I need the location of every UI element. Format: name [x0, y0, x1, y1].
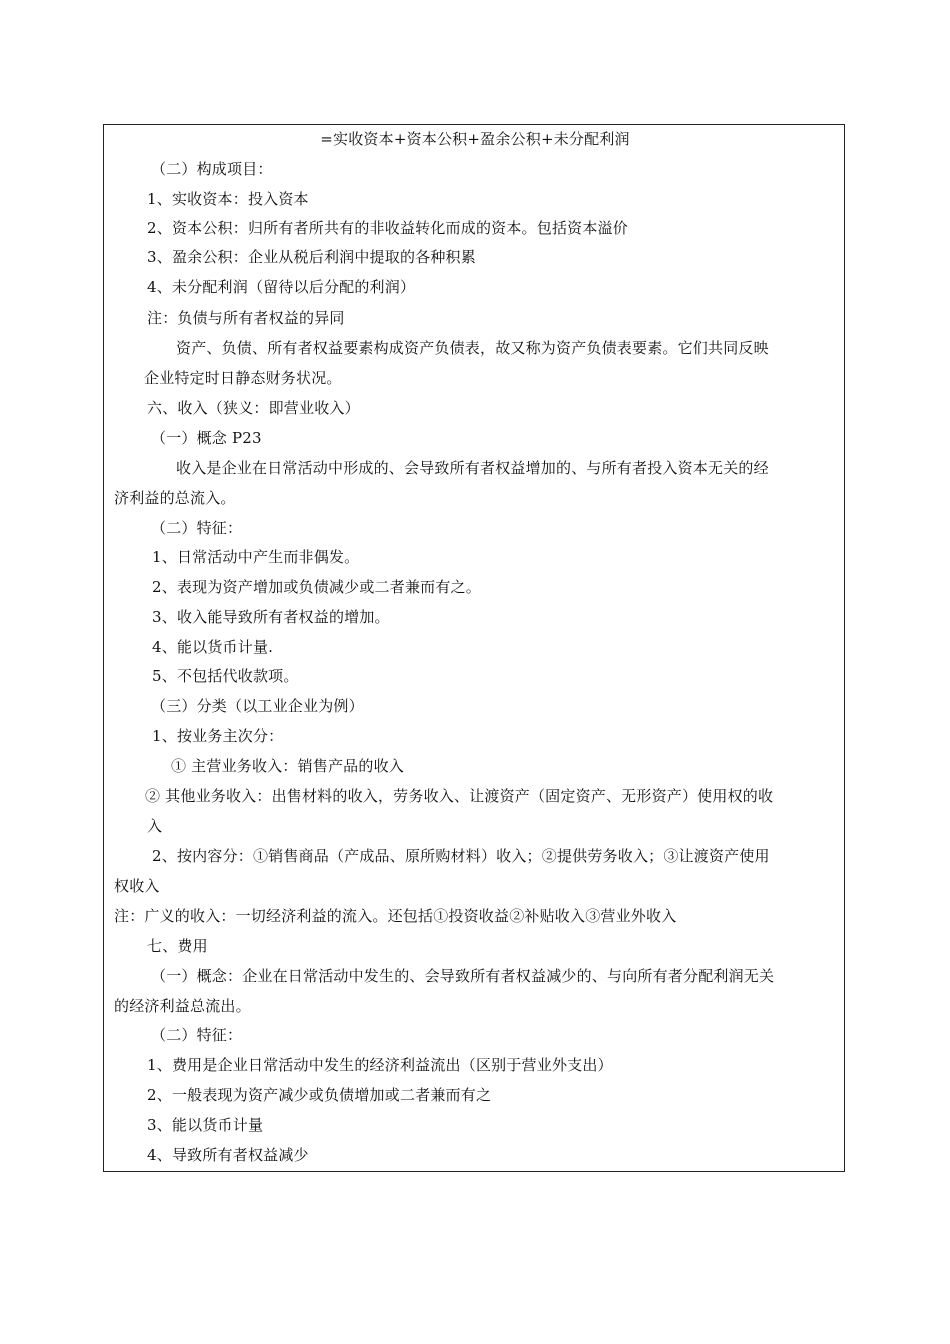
- text-line: 3、盈余公积：企业从税后利润中提取的各种积累: [147, 248, 476, 266]
- text-line: 3、能以货币计量: [147, 1116, 264, 1134]
- text-line: （一）概念 P23: [151, 429, 262, 447]
- text-line: 1、按业务主次分：: [152, 727, 284, 745]
- text-line: 注：负债与所有者权益的异同: [147, 309, 345, 327]
- text-line: 资产、负债、所有者权益要素构成资产负债表，故又称为资产负债表要素。它们共同反映: [176, 339, 769, 357]
- text-line: ① 主营业务收入：销售产品的收入: [171, 757, 404, 775]
- text-line: 5、不包括代收款项。: [152, 667, 299, 685]
- text-line: 4、未分配利润（留待以后分配的利润）: [147, 278, 416, 296]
- text-line: 注：广义的收入：一切经济利益的流入。还包括①投资收益②补贴收入③营业外收入: [114, 907, 677, 925]
- text-line: 的经济利益总流出。: [114, 997, 251, 1015]
- text-line: 4、导致所有者权益减少: [147, 1146, 309, 1164]
- text-line: 2、一般表现为资产减少或负债增加或二者兼而有之: [147, 1086, 492, 1104]
- text-line: 济利益的总流入。: [114, 489, 236, 507]
- text-line: 1、日常活动中产生而非偶发。: [152, 548, 360, 566]
- text-line: （一）概念：企业在日常活动中发生的、会导致所有者权益减少的、与向所有者分配利润无关: [151, 967, 775, 985]
- text-line: 七、费用: [147, 937, 208, 955]
- text-line: 入: [147, 817, 163, 835]
- text-line: （三）分类（以工业企业为例）: [151, 697, 364, 715]
- document-frame: [103, 124, 845, 1172]
- text-line: 2、表现为资产增加或负债减少或二者兼而有之。: [152, 578, 481, 596]
- text-line: 2、资本公积：归所有者所共有的非收益转化而成的资本。包括资本溢价: [147, 219, 628, 237]
- text-line: 2、按内容分：①销售商品（产成品、原所购材料）收入；②提供劳务收入；③让渡资产使用: [152, 847, 770, 865]
- text-line: ② 其他业务收入：出售材料的收入，劳务收入、让渡资产（固定资产、无形资产）使用权的收: [145, 787, 774, 805]
- text-line: （二）特征：: [151, 519, 243, 537]
- text-line: 3、收入能导致所有者权益的增加。: [152, 608, 390, 626]
- text-line: 六、收入（狭义：即营业收入）: [147, 399, 360, 417]
- text-line: 4、能以货币计量.: [152, 638, 274, 656]
- text-line: 1、实收资本：投入资本: [147, 190, 309, 208]
- text-line: （二）特征：: [151, 1026, 243, 1044]
- text-line: =实收资本+资本公积+盈余公积+未分配利润: [320, 130, 630, 148]
- text-line: 1、费用是企业日常活动中发生的经济利益流出（区别于营业外支出）: [147, 1056, 613, 1074]
- text-line: （二）构成项目：: [151, 160, 273, 178]
- text-line: 收入是企业在日常活动中形成的、会导致所有者权益增加的、与所有者投入资本无关的经: [176, 459, 769, 477]
- text-line: 企业特定时日静态财务状况。: [144, 369, 342, 387]
- text-line: 权收入: [114, 877, 160, 895]
